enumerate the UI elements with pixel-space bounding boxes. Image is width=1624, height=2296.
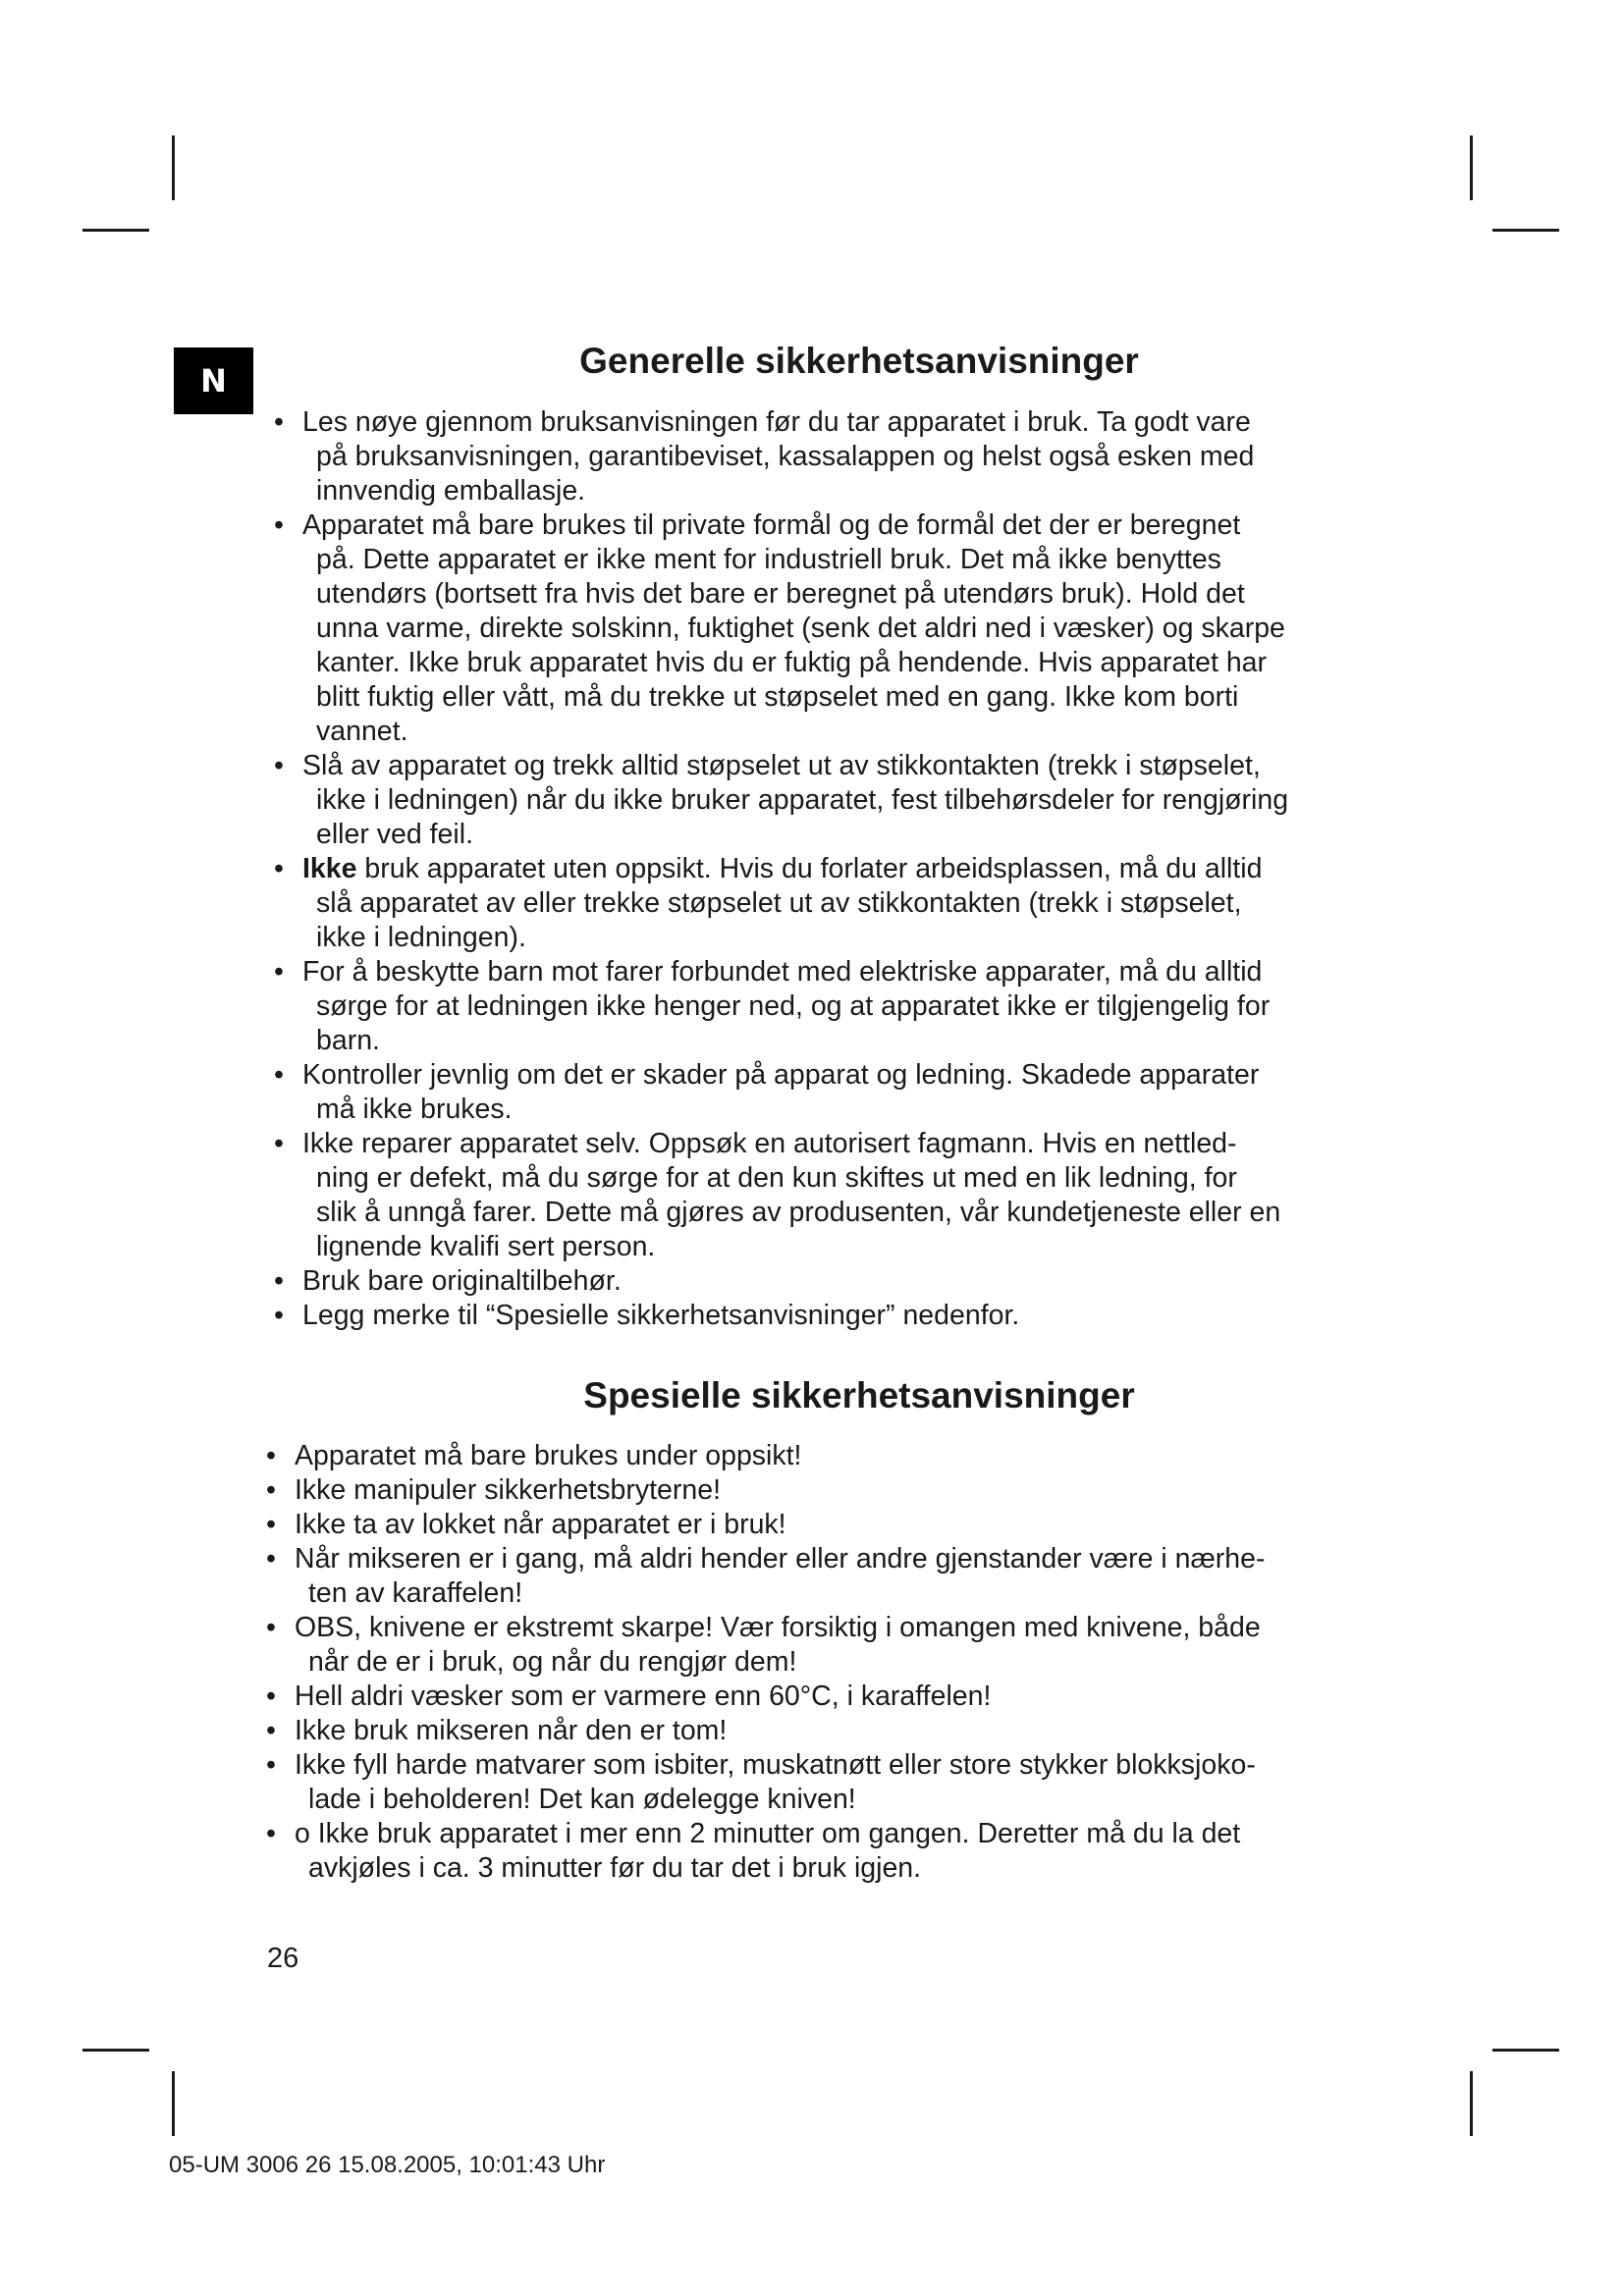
- bullet-icon: •: [266, 1715, 276, 1746]
- list-item-text: OBS, knivene er ekstremt skarpe! Vær forsiktig i omangen med knivene, både: [295, 1612, 1261, 1643]
- list-item: [266, 1508, 1375, 1542]
- list-item-text: Les nøye gjennom bruksanvisningen før du tar apparatet i bruk. Ta godt vare: [302, 406, 1251, 438]
- list-item-text: Apparatet må bare brukes til private formål og de formål det der er beregnet: [302, 509, 1241, 541]
- list-item-text: For å beskytte barn mot farer forbundet med elektriske apparater, må du alltid: [302, 956, 1263, 988]
- list-item-text: Legg merke til “Spesielle sikkerhetsanvisninger” nedenfor.: [302, 1300, 1020, 1331]
- list-item-continuation: blitt fuktig eller vått, må du trekke ut støpselet med en gang. Ikke kom borti: [316, 681, 1239, 713]
- list-item-text: Ikke fyll harde matvarer som isbiter, muskatnøtt eller store stykker blokksjoko-: [295, 1749, 1256, 1781]
- bullet-icon: •: [274, 750, 284, 781]
- list-item-continuation: på. Dette apparatet er ikke ment for industriell bruk. Det må ikke benyttes: [316, 544, 1221, 575]
- bullet-icon: •: [274, 1128, 284, 1159]
- list-item-continuation: eller ved feil.: [316, 819, 473, 850]
- list-item: [274, 1299, 1378, 1333]
- list-item-continuation: utendørs (bortsett fra hvis det bare er beregnet på utendørs bruk). Hold det: [316, 578, 1245, 610]
- bullet-icon: •: [266, 1474, 276, 1506]
- list-item-continuation: innvendig emballasje.: [316, 475, 586, 507]
- crop-mark: [1470, 2071, 1473, 2136]
- bullet-icon: •: [274, 956, 284, 988]
- bullet-icon: •: [266, 1440, 276, 1471]
- list-item-continuation: ikke i ledningen) når du ikke bruker apparatet, fest tilbehørsdeler for rengjøring: [316, 784, 1289, 816]
- list-item: [266, 1817, 1375, 1886]
- list-item-text: bruk apparatet uten oppsikt. Hvis du forlater arbeidsplassen, må du alltid: [356, 853, 1263, 884]
- list-item-text: o Ikke bruk apparatet i mer enn 2 minutter om gangen. Deretter må du la det: [295, 1818, 1241, 1849]
- list-item-continuation: på bruksanvisningen, garantibeviset, kassalappen og helst også esken med: [316, 441, 1255, 472]
- crop-mark: [1470, 135, 1473, 200]
- bullet-icon: •: [274, 509, 284, 541]
- list-item-continuation: ten av karaffelen!: [308, 1577, 523, 1609]
- list-item-text: Kontroller jevnlig om det er skader på apparat og ledning. Skadede apparater: [302, 1059, 1260, 1091]
- list-item-continuation: avkjøles i ca. 3 minutter før du tar det i bruk igjen.: [308, 1852, 922, 1884]
- page-number: 26: [267, 1943, 299, 1974]
- list-item-continuation: lignende kvalifi sert person.: [316, 1231, 656, 1262]
- list-item-continuation: lade i beholderen! Det kan ødelegge kniven!: [308, 1784, 856, 1815]
- list-item: [274, 508, 1378, 749]
- list-item-continuation: ikke i ledningen).: [316, 922, 526, 953]
- list-item-continuation: ning er defekt, må du sørge for at den kun skiftes ut med en lik ledning, for: [316, 1162, 1237, 1194]
- section-title-general: Generelle sikkerhetsanvisninger: [579, 341, 1139, 381]
- list-item: [274, 852, 1378, 955]
- list-item-continuation: kanter. Ikke bruk apparatet hvis du er fuktig på hendende. Hvis apparatet har: [316, 647, 1268, 678]
- list-item: [266, 1748, 1375, 1817]
- list-item: [274, 1058, 1378, 1127]
- bullet-icon: •: [274, 853, 284, 884]
- list-item-text: Ikke reparer apparatet selv. Oppsøk en autorisert fagmann. Hvis en nettled-: [302, 1128, 1237, 1159]
- bullet-icon: •: [274, 1300, 284, 1331]
- list-item: [266, 1439, 1375, 1473]
- bullet-icon: •: [266, 1749, 276, 1781]
- special-safety-list: [266, 1439, 1375, 1886]
- list-item-text: Ikke bruk mikseren når den er tom!: [295, 1715, 728, 1746]
- list-item: [274, 405, 1378, 508]
- emphasis: Ikke: [302, 853, 357, 884]
- list-item: [266, 1680, 1375, 1714]
- crop-mark: [82, 229, 149, 232]
- bullet-icon: •: [274, 406, 284, 438]
- crop-mark: [1492, 2049, 1559, 2052]
- list-item-text: Når mikseren er i gang, må aldri hender eller andre gjenstander være i nærhe-: [295, 1543, 1266, 1575]
- bullet-icon: •: [266, 1681, 276, 1712]
- list-item-continuation: unna varme, direkte solskinn, fuktighet (senk det aldri ned i væsker) og skarpe: [316, 613, 1285, 644]
- list-item: [274, 955, 1378, 1058]
- bullet-icon: •: [274, 1265, 284, 1297]
- list-item-continuation: slik å unngå farer. Dette må gjøres av produsenten, vår kundetjeneste eller en: [316, 1197, 1281, 1228]
- list-item: [266, 1542, 1375, 1611]
- list-item-text: Hell aldri væsker som er varmere enn 60°C, i karaffelen!: [295, 1681, 992, 1712]
- list-item: [266, 1473, 1375, 1508]
- bullet-icon: •: [266, 1818, 276, 1849]
- crop-mark: [172, 135, 175, 200]
- list-item-text: Slå av apparatet og trekk alltid støpselet ut av stikkontakten (trekk i støpselet,: [302, 750, 1261, 781]
- general-safety-list: [274, 405, 1378, 1333]
- list-item-text: Apparatet må bare brukes under oppsikt!: [295, 1440, 802, 1471]
- list-item-text: Ikke ta av lokket når apparatet er i bruk!: [295, 1509, 786, 1540]
- list-item-text: Bruk bare originaltilbehør.: [302, 1265, 622, 1297]
- list-item-continuation: vannet.: [316, 716, 408, 747]
- list-item-continuation: når de er i bruk, og når du rengjør dem!: [308, 1646, 797, 1678]
- bullet-icon: •: [274, 1059, 284, 1091]
- crop-mark: [82, 2049, 149, 2052]
- bullet-icon: •: [266, 1509, 276, 1540]
- list-item: [274, 1264, 1378, 1299]
- section-title-special: Spesielle sikkerhetsanvisninger: [583, 1375, 1135, 1415]
- bullet-icon: •: [266, 1612, 276, 1643]
- list-item-continuation: barn.: [316, 1025, 380, 1056]
- list-item: [266, 1611, 1375, 1680]
- list-item-continuation: sørge for at ledningen ikke henger ned, og at apparatet ikke er tilgjengelig for: [316, 990, 1271, 1022]
- crop-mark: [1492, 229, 1559, 232]
- list-item-text: Ikke manipuler sikkerhetsbryterne!: [295, 1474, 722, 1506]
- list-item: [274, 1127, 1378, 1264]
- list-item-continuation: må ikke brukes.: [316, 1094, 513, 1125]
- print-footer: 05-UM 3006 26 15.08.2005, 10:01:43 Uhr: [169, 2152, 606, 2178]
- list-item: [274, 749, 1378, 852]
- list-item: [266, 1714, 1375, 1748]
- list-item-continuation: slå apparatet av eller trekke støpselet ut av stikkontakten (trekk i støpselet,: [316, 887, 1242, 919]
- crop-mark: [172, 2071, 175, 2136]
- bullet-icon: •: [266, 1543, 276, 1575]
- language-badge: N: [174, 347, 253, 414]
